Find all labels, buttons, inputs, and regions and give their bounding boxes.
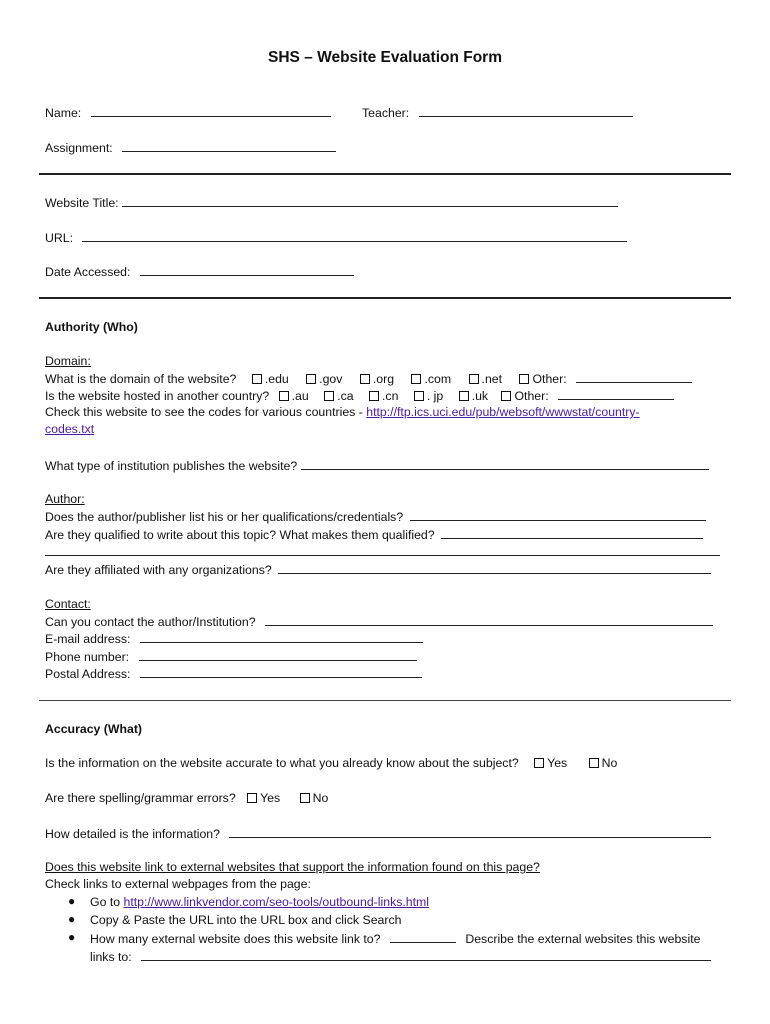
section-divider: [39, 297, 731, 299]
assignment-field: [45, 139, 336, 157]
accuracy-q1-row: [45, 755, 617, 772]
describe-external-text: Describe the external websites this website: [465, 932, 701, 946]
country-uk-checkbox[interactable]: [459, 391, 469, 401]
accurate-yes-label: Yes: [547, 756, 568, 770]
date-accessed-field: [45, 263, 354, 281]
detail-blank[interactable]: [229, 825, 711, 838]
domain-net-label: .net: [481, 372, 503, 386]
spelling-no-checkbox[interactable]: [300, 793, 310, 803]
domain-question: What is the domain of the website?: [45, 372, 237, 386]
domain-other-label: Other:: [532, 372, 567, 386]
domain-org-checkbox[interactable]: [360, 374, 370, 384]
name-field: [45, 104, 331, 122]
contact-blank[interactable]: [265, 613, 713, 626]
name-blank[interactable]: [91, 104, 331, 117]
website-title-blank[interactable]: [122, 194, 618, 207]
institution-question: What type of institution publishes the website?: [45, 459, 298, 473]
domain-gov-label: .gov: [319, 372, 343, 386]
external-links-heading: Does this website link to external websites that support the information found on this page?: [45, 860, 540, 874]
links-to-blank[interactable]: [141, 948, 711, 961]
country-au-checkbox[interactable]: [279, 391, 289, 401]
url-label: URL:: [45, 231, 74, 245]
phone-row: [45, 648, 417, 666]
teacher-field: [362, 104, 633, 122]
country-ca-label: .ca: [337, 389, 354, 403]
author-affiliation-question: Are they affiliated with any organizations?: [45, 563, 272, 577]
section-divider: [39, 173, 731, 175]
bullet-2-marker: ●: [68, 912, 76, 926]
postal-row: [45, 665, 422, 683]
detail-question: How detailed is the information?: [45, 827, 220, 841]
accurate-no-checkbox[interactable]: [589, 758, 599, 768]
institution-row: [45, 457, 709, 475]
domain-gov-checkbox[interactable]: [306, 374, 316, 384]
spelling-question: Are there spelling/grammar errors?: [45, 791, 236, 805]
domain-heading: Domain:: [45, 354, 91, 368]
country-ca-checkbox[interactable]: [324, 391, 334, 401]
author-q3-row: [45, 561, 711, 579]
email-label: E-mail address:: [45, 632, 131, 646]
domain-com-checkbox[interactable]: [411, 374, 421, 384]
author-q2-row: [45, 526, 703, 544]
accuracy-q2-row: [45, 790, 328, 807]
authority-heading: Authority (Who): [45, 320, 138, 334]
bullet-3: [90, 930, 700, 948]
url-field: [45, 229, 627, 247]
accurate-question: Is the information on the website accurate to what you already know about the subject?: [45, 756, 519, 770]
author-qualified-blank[interactable]: [441, 526, 703, 539]
codes-row: [45, 404, 640, 421]
codes-text: Check this website to see the codes for various countries -: [45, 405, 363, 419]
author-affiliation-blank[interactable]: [278, 561, 711, 574]
email-row: [45, 630, 423, 648]
contact-q-row: [45, 613, 713, 631]
accurate-no-label: No: [601, 756, 618, 770]
author-extra-blank[interactable]: [45, 543, 720, 556]
spelling-no-label: No: [312, 791, 329, 805]
country-codes-link-continued[interactable]: codes.txt: [45, 422, 95, 436]
contact-question: Can you contact the author/Institution?: [45, 615, 256, 629]
country-jp-label: . jp: [426, 389, 444, 403]
author-q1-row: [45, 508, 706, 526]
name-label: Name:: [45, 106, 82, 120]
domain-net-checkbox[interactable]: [469, 374, 479, 384]
domain-com-label: .com: [424, 372, 452, 386]
country-uk-label: .uk: [471, 389, 489, 403]
country-codes-link[interactable]: http://ftp.ics.uci.edu/pub/websoft/wwwstat/country-: [366, 405, 640, 419]
bullet-1-marker: ●: [68, 894, 76, 908]
accuracy-q3-row: [45, 825, 711, 843]
country-other-checkbox[interactable]: [501, 391, 511, 401]
author-extra-row: [45, 543, 720, 561]
linkvendor-link[interactable]: http://www.linkvendor.com/seo-tools/outbound-links.html: [123, 895, 430, 909]
date-accessed-blank[interactable]: [140, 263, 354, 276]
domain-question-row: [45, 370, 692, 388]
check-links-text: Check links to external webpages from the page:: [45, 877, 311, 891]
email-blank[interactable]: [140, 630, 423, 643]
website-title-label: Website Title:: [45, 196, 119, 210]
phone-label: Phone number:: [45, 650, 130, 664]
contact-heading: Contact:: [45, 597, 91, 611]
postal-label: Postal Address:: [45, 667, 131, 681]
domain-edu-label: .edu: [264, 372, 289, 386]
url-blank[interactable]: [82, 229, 627, 242]
institution-blank[interactable]: [301, 457, 709, 470]
assignment-blank[interactable]: [122, 139, 336, 152]
domain-other-blank[interactable]: [576, 370, 692, 383]
author-credentials-question: Does the author/publisher list his or her qualifications/credentials?: [45, 510, 404, 524]
country-question: Is the website hosted in another country?: [45, 389, 270, 403]
bullet-1: [90, 894, 429, 911]
bullet-3-marker: ●: [68, 930, 76, 944]
country-cn-checkbox[interactable]: [369, 391, 379, 401]
teacher-label: Teacher:: [362, 106, 410, 120]
spelling-yes-checkbox[interactable]: [247, 793, 257, 803]
postal-blank[interactable]: [140, 665, 422, 678]
form-title: SHS – Website Evaluation Form: [268, 49, 502, 66]
domain-edu-checkbox[interactable]: [252, 374, 262, 384]
website-title-field: [45, 194, 618, 212]
country-jp-checkbox[interactable]: [414, 391, 424, 401]
author-heading: Author:: [45, 492, 85, 506]
accurate-yes-checkbox[interactable]: [534, 758, 544, 768]
domain-org-label: .org: [372, 372, 395, 386]
country-question-row: [45, 387, 674, 405]
links-to-label: links to:: [90, 950, 132, 964]
spelling-yes-label: Yes: [260, 791, 281, 805]
country-other-blank[interactable]: [558, 387, 674, 400]
assignment-label: Assignment:: [45, 141, 113, 155]
go-to-text: Go to: [90, 895, 121, 909]
country-cn-label: .cn: [382, 389, 399, 403]
section-divider: [39, 700, 731, 701]
teacher-blank[interactable]: [419, 104, 633, 117]
date-accessed-label: Date Accessed:: [45, 265, 131, 279]
author-qualified-question: Are they qualified to write about this topic? What makes them qualified?: [45, 528, 435, 542]
bullet-3-continued: [90, 948, 711, 966]
external-count-question: How many external website does this website link to?: [90, 932, 381, 946]
external-count-blank[interactable]: [390, 930, 456, 943]
accuracy-heading: Accuracy (What): [45, 722, 143, 736]
author-credentials-blank[interactable]: [410, 508, 706, 521]
country-au-label: .au: [291, 389, 309, 403]
country-other-label: Other:: [514, 389, 549, 403]
domain-other-checkbox[interactable]: [519, 374, 529, 384]
bullet-2: Copy & Paste the URL into the URL box and click Search: [90, 913, 402, 927]
phone-blank[interactable]: [139, 648, 417, 661]
